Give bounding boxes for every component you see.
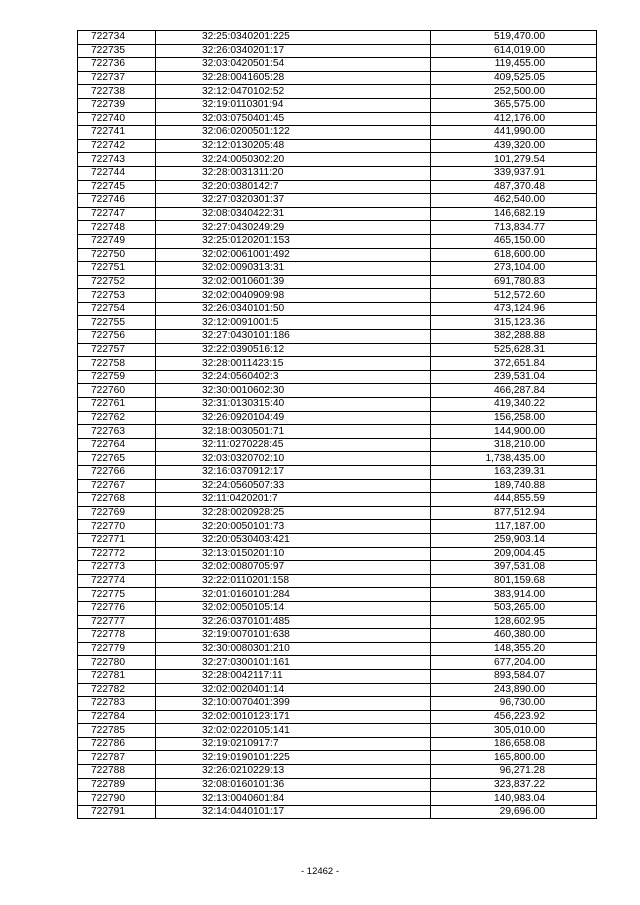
cadastral-number-cell: 32:19:0070101:638 (156, 629, 431, 643)
table-row (78, 561, 597, 575)
amount-cell: 877,512.94 (431, 506, 597, 520)
amount-cell: 156,258.00 (431, 411, 597, 425)
cadastral-number-cell: 32:02:0010601:39 (156, 275, 431, 289)
table-row (78, 58, 597, 72)
table-row (78, 438, 597, 452)
table-row (78, 262, 597, 276)
amount-cell: 713,834.77 (431, 221, 597, 235)
amount-cell: 273,104.00 (431, 262, 597, 276)
record-id-cell: 722742 (78, 139, 156, 153)
cadastral-number-cell: 32:26:0340201:17 (156, 44, 431, 58)
record-id-cell: 722777 (78, 615, 156, 629)
amount-cell: 1,738,435.00 (431, 452, 597, 466)
record-id-cell: 722783 (78, 697, 156, 711)
table-row (78, 343, 597, 357)
table-row (78, 642, 597, 656)
record-id-cell: 722735 (78, 44, 156, 58)
record-id-cell: 722747 (78, 207, 156, 221)
cadastral-number-cell: 32:26:0370101:485 (156, 615, 431, 629)
table-row (78, 574, 597, 588)
amount-cell: 148,355.20 (431, 642, 597, 656)
record-id-cell: 722754 (78, 302, 156, 316)
cadastral-number-cell: 32:19:0210917:7 (156, 737, 431, 751)
cadastral-number-cell: 32:20:0530403:421 (156, 533, 431, 547)
cadastral-number-cell: 32:19:0190101:225 (156, 751, 431, 765)
amount-cell: 412,176.00 (431, 112, 597, 126)
table-row (78, 520, 597, 534)
record-id-cell: 722749 (78, 234, 156, 248)
record-id-cell: 722779 (78, 642, 156, 656)
record-id-cell: 722752 (78, 275, 156, 289)
table-row (78, 724, 597, 738)
amount-cell: 339,937.91 (431, 166, 597, 180)
table-row (78, 697, 597, 711)
table-row (78, 221, 597, 235)
table-row (78, 792, 597, 806)
cadastral-number-cell: 32:02:0061001:492 (156, 248, 431, 262)
cadastral-number-cell: 32:10:0070401:399 (156, 697, 431, 711)
cadastral-number-cell: 32:24:0560402:3 (156, 370, 431, 384)
amount-cell: 462,540.00 (431, 194, 597, 208)
record-id-cell: 722773 (78, 561, 156, 575)
table-row (78, 289, 597, 303)
record-id-cell: 722759 (78, 370, 156, 384)
record-id-cell: 722758 (78, 357, 156, 371)
record-id-cell: 722778 (78, 629, 156, 643)
record-id-cell: 722776 (78, 601, 156, 615)
amount-cell: 117,187.00 (431, 520, 597, 534)
cadastral-number-cell: 32:14:0440101:17 (156, 805, 431, 819)
record-id-cell: 722787 (78, 751, 156, 765)
cadastral-number-cell: 32:01:0160101:284 (156, 588, 431, 602)
amount-cell: 618,600.00 (431, 248, 597, 262)
record-id-cell: 722767 (78, 479, 156, 493)
table-row (78, 357, 597, 371)
cadastral-number-cell: 32:28:0041605:28 (156, 71, 431, 85)
amount-cell: 503,265.00 (431, 601, 597, 615)
table-row (78, 71, 597, 85)
cadastral-number-cell: 32:27:0320301:37 (156, 194, 431, 208)
cadastral-number-cell: 32:24:0050302:20 (156, 153, 431, 167)
amount-cell: 419,340.22 (431, 398, 597, 412)
cadastral-number-cell: 32:20:0050101:73 (156, 520, 431, 534)
amount-cell: 372,651.84 (431, 357, 597, 371)
record-id-cell: 722755 (78, 316, 156, 330)
record-id-cell: 722768 (78, 493, 156, 507)
amount-cell: 140,983.04 (431, 792, 597, 806)
cadastral-number-cell: 32:26:0340101:50 (156, 302, 431, 316)
cadastral-number-cell: 32:20:0380142:7 (156, 180, 431, 194)
amount-cell: 456,223.92 (431, 710, 597, 724)
cadastral-number-cell: 32:06:0200501:122 (156, 126, 431, 140)
amount-cell: 444,855.59 (431, 493, 597, 507)
amount-cell: 383,914.00 (431, 588, 597, 602)
record-id-cell: 722766 (78, 466, 156, 480)
record-id-cell: 722780 (78, 656, 156, 670)
amount-cell: 466,287.84 (431, 384, 597, 398)
cadastral-number-cell: 32:12:0470102:52 (156, 85, 431, 99)
page-number: - 12462 - (300, 866, 340, 877)
cadastral-number-cell: 32:02:0090313:31 (156, 262, 431, 276)
amount-cell: 239,531.04 (431, 370, 597, 384)
record-id-cell: 722734 (78, 31, 156, 45)
record-id-cell: 722790 (78, 792, 156, 806)
cadastral-number-cell: 32:25:0120201:153 (156, 234, 431, 248)
records-table-body (78, 31, 597, 819)
amount-cell: 119,455.00 (431, 58, 597, 72)
cadastral-number-cell: 32:02:0020401:14 (156, 683, 431, 697)
amount-cell: 473,124.96 (431, 302, 597, 316)
amount-cell: 189,740.88 (431, 479, 597, 493)
cadastral-number-cell: 32:24:0560507:33 (156, 479, 431, 493)
amount-cell: 243,890.00 (431, 683, 597, 697)
record-id-cell: 722763 (78, 425, 156, 439)
record-id-cell: 722736 (78, 58, 156, 72)
record-id-cell: 722751 (78, 262, 156, 276)
cadastral-number-cell: 32:11:0270228:45 (156, 438, 431, 452)
table-row (78, 669, 597, 683)
amount-cell: 252,500.00 (431, 85, 597, 99)
cadastral-number-cell: 32:28:0042117:11 (156, 669, 431, 683)
cadastral-number-cell: 32:02:0080705:97 (156, 561, 431, 575)
table-row (78, 207, 597, 221)
table-row (78, 805, 597, 819)
record-id-cell: 722774 (78, 574, 156, 588)
table-row (78, 533, 597, 547)
amount-cell: 677,204.00 (431, 656, 597, 670)
amount-cell: 439,320.00 (431, 139, 597, 153)
cadastral-number-cell: 32:08:0340422:31 (156, 207, 431, 221)
cadastral-number-cell: 32:28:0020928:25 (156, 506, 431, 520)
record-id-cell: 722760 (78, 384, 156, 398)
cadastral-number-cell: 32:28:0011423:15 (156, 357, 431, 371)
record-id-cell: 722756 (78, 330, 156, 344)
table-row (78, 778, 597, 792)
record-id-cell: 722784 (78, 710, 156, 724)
cadastral-number-cell: 32:22:0110201:158 (156, 574, 431, 588)
amount-cell: 512,572.60 (431, 289, 597, 303)
amount-cell: 801,159.68 (431, 574, 597, 588)
cadastral-number-cell: 32:13:0040601:84 (156, 792, 431, 806)
cadastral-number-cell: 32:19:0110301:94 (156, 98, 431, 112)
cadastral-number-cell: 32:16:0370912:17 (156, 466, 431, 480)
cadastral-number-cell: 32:02:0010123:171 (156, 710, 431, 724)
record-id-cell: 722748 (78, 221, 156, 235)
amount-cell: 519,470.00 (431, 31, 597, 45)
amount-cell: 487,370.48 (431, 180, 597, 194)
record-id-cell: 722781 (78, 669, 156, 683)
table-row (78, 85, 597, 99)
table-row (78, 384, 597, 398)
table-row (78, 452, 597, 466)
record-id-cell: 722785 (78, 724, 156, 738)
amount-cell: 165,800.00 (431, 751, 597, 765)
cadastral-number-cell: 32:03:0750401:45 (156, 112, 431, 126)
cadastral-number-cell: 32:02:0220105:141 (156, 724, 431, 738)
table-row (78, 615, 597, 629)
cadastral-number-cell: 32:13:0150201:10 (156, 547, 431, 561)
table-row (78, 275, 597, 289)
table-row (78, 248, 597, 262)
cadastral-number-cell: 32:12:0091001:5 (156, 316, 431, 330)
record-id-cell: 722771 (78, 533, 156, 547)
table-row (78, 601, 597, 615)
record-id-cell: 722761 (78, 398, 156, 412)
cadastral-number-cell: 32:22:0390516:12 (156, 343, 431, 357)
amount-cell: 144,900.00 (431, 425, 597, 439)
table-row (78, 112, 597, 126)
amount-cell: 525,628.31 (431, 343, 597, 357)
record-id-cell: 722769 (78, 506, 156, 520)
amount-cell: 96,730.00 (431, 697, 597, 711)
table-row (78, 44, 597, 58)
amount-cell: 460,380.00 (431, 629, 597, 643)
record-id-cell: 722772 (78, 547, 156, 561)
amount-cell: 323,837.22 (431, 778, 597, 792)
amount-cell: 318,210.00 (431, 438, 597, 452)
record-id-cell: 722775 (78, 588, 156, 602)
record-id-cell: 722757 (78, 343, 156, 357)
table-row (78, 547, 597, 561)
table-row (78, 506, 597, 520)
table-row (78, 466, 597, 480)
amount-cell: 101,279.54 (431, 153, 597, 167)
table-row (78, 316, 597, 330)
record-id-cell: 722764 (78, 438, 156, 452)
cadastral-number-cell: 32:08:0160101:36 (156, 778, 431, 792)
amount-cell: 163,239.31 (431, 466, 597, 480)
table-row (78, 166, 597, 180)
table-row (78, 737, 597, 751)
amount-cell: 397,531.08 (431, 561, 597, 575)
cadastral-number-cell: 32:03:0320702:10 (156, 452, 431, 466)
record-id-cell: 722753 (78, 289, 156, 303)
table-row (78, 710, 597, 724)
table-row (78, 330, 597, 344)
amount-cell: 409,525.05 (431, 71, 597, 85)
table-row (78, 425, 597, 439)
amount-cell: 29,696.00 (431, 805, 597, 819)
table-row (78, 398, 597, 412)
cadastral-number-cell: 32:02:0050105:14 (156, 601, 431, 615)
table-row (78, 31, 597, 45)
amount-cell: 382,288.88 (431, 330, 597, 344)
record-id-cell: 722737 (78, 71, 156, 85)
table-row (78, 180, 597, 194)
table-row (78, 479, 597, 493)
cadastral-number-cell: 32:02:0040909:98 (156, 289, 431, 303)
record-id-cell: 722788 (78, 765, 156, 779)
cadastral-number-cell: 32:27:0430249:29 (156, 221, 431, 235)
amount-cell: 186,658.08 (431, 737, 597, 751)
cadastral-number-cell: 32:26:0210229:13 (156, 765, 431, 779)
table-row (78, 683, 597, 697)
record-id-cell: 722746 (78, 194, 156, 208)
amount-cell: 96,271.28 (431, 765, 597, 779)
amount-cell: 259,903.14 (431, 533, 597, 547)
record-id-cell: 722782 (78, 683, 156, 697)
record-id-cell: 722765 (78, 452, 156, 466)
cadastral-number-cell: 32:26:0920104:49 (156, 411, 431, 425)
table-row (78, 153, 597, 167)
table-row (78, 194, 597, 208)
table-row (78, 588, 597, 602)
cadastral-number-cell: 32:30:0080301:210 (156, 642, 431, 656)
amount-cell: 465,150.00 (431, 234, 597, 248)
amount-cell: 441,990.00 (431, 126, 597, 140)
cadastral-number-cell: 32:28:0031311:20 (156, 166, 431, 180)
record-id-cell: 722762 (78, 411, 156, 425)
record-id-cell: 722786 (78, 737, 156, 751)
table-row (78, 126, 597, 140)
cadastral-number-cell: 32:03:0420501:54 (156, 58, 431, 72)
table-row (78, 139, 597, 153)
cadastral-number-cell: 32:18:0030501:71 (156, 425, 431, 439)
table-row (78, 234, 597, 248)
amount-cell: 893,584.07 (431, 669, 597, 683)
amount-cell: 315,123.36 (431, 316, 597, 330)
records-table (77, 30, 597, 819)
amount-cell: 691,780.83 (431, 275, 597, 289)
cadastral-number-cell: 32:27:0430101:186 (156, 330, 431, 344)
table-row (78, 98, 597, 112)
table-row (78, 629, 597, 643)
record-id-cell: 722791 (78, 805, 156, 819)
record-id-cell: 722741 (78, 126, 156, 140)
cadastral-number-cell: 32:30:0010602:30 (156, 384, 431, 398)
cadastral-number-cell: 32:27:0300101:161 (156, 656, 431, 670)
amount-cell: 365,575.00 (431, 98, 597, 112)
table-row (78, 302, 597, 316)
cadastral-number-cell: 32:31:0130315:40 (156, 398, 431, 412)
amount-cell: 128,602.95 (431, 615, 597, 629)
record-id-cell: 722750 (78, 248, 156, 262)
table-row (78, 751, 597, 765)
record-id-cell: 722789 (78, 778, 156, 792)
cadastral-number-cell: 32:11:0420201:7 (156, 493, 431, 507)
table-row (78, 370, 597, 384)
record-id-cell: 722739 (78, 98, 156, 112)
table-row (78, 765, 597, 779)
record-id-cell: 722745 (78, 180, 156, 194)
record-id-cell: 722738 (78, 85, 156, 99)
table-row (78, 493, 597, 507)
record-id-cell: 722740 (78, 112, 156, 126)
record-id-cell: 722770 (78, 520, 156, 534)
amount-cell: 209,004.45 (431, 547, 597, 561)
amount-cell: 305,010.00 (431, 724, 597, 738)
amount-cell: 614,019.00 (431, 44, 597, 58)
cadastral-number-cell: 32:12:0130205:48 (156, 139, 431, 153)
amount-cell: 146,682.19 (431, 207, 597, 221)
record-id-cell: 722743 (78, 153, 156, 167)
table-row (78, 656, 597, 670)
cadastral-number-cell: 32:25:0340201:225 (156, 31, 431, 45)
table-row (78, 411, 597, 425)
record-id-cell: 722744 (78, 166, 156, 180)
